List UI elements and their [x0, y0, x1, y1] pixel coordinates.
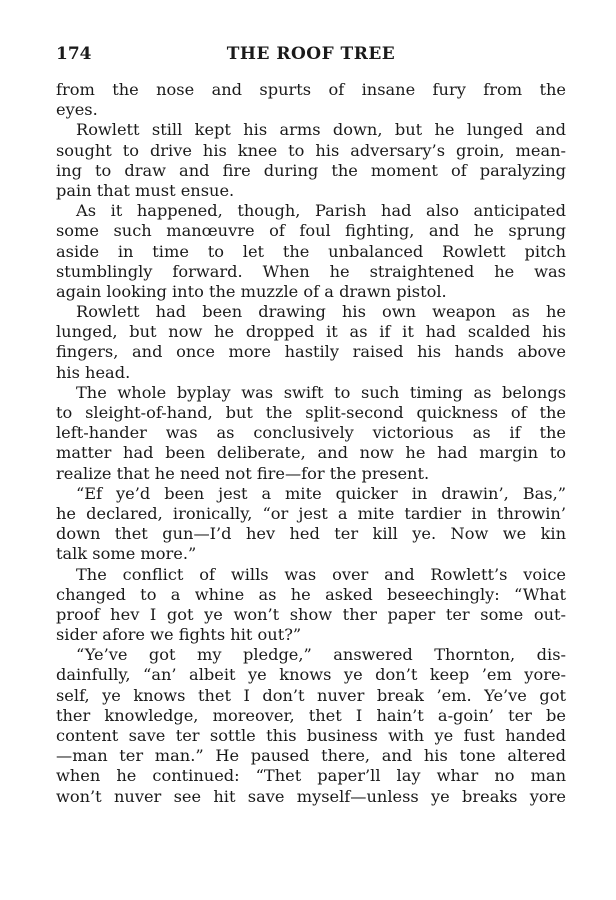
text-line: sider afore we fights hit out?”	[56, 625, 302, 645]
text-line: content save ter sottle this business with ye fust handed	[56, 726, 566, 745]
text-line: his head.	[56, 362, 131, 382]
text-line: lunged, but now he dropped it as if it had scalded his	[56, 322, 566, 342]
text-line: from the nose and spurts of insane fury from the	[56, 80, 566, 99]
text-line: ing to draw and fire during the moment of paralyzing	[56, 160, 566, 180]
text-line: changed to a whine as he asked beseechingly: “What	[56, 584, 566, 604]
page-number: 174	[56, 44, 92, 64]
text-line: eyes.	[56, 100, 98, 120]
text-line: proof hev I got ye won’t show ther paper ter some out-	[56, 604, 566, 624]
text-line: down thet gun—I’d hev hed ter kill ye. Now we kin	[56, 524, 566, 544]
text-line: sought to drive his knee to his adversary’s groin, mean-	[56, 140, 566, 160]
text-line: —man ter man.” He paused there, and his tone altered	[56, 746, 566, 766]
text-line: self, ye knows thet I don’t nuver break ’em. Ye’ve got	[56, 685, 566, 705]
text-line: matter had been deliberate, and now he had margin to	[56, 443, 566, 463]
text-line: The conflict of wills was over and Rowlett’s voice	[76, 564, 566, 584]
text-line: again looking into the muzzle of a drawn pistol.	[56, 281, 447, 301]
text-line: “Ye’ve got my pledge,” answered Thornton, dis-	[76, 645, 566, 665]
text-line: “Ef ye’d been jest a mite quicker in drawin’, Bas,”	[76, 483, 566, 503]
page-header	[56, 44, 566, 72]
text-line: Rowlett had been drawing his own weapon as he	[76, 302, 566, 322]
text-line: Rowlett still kept his arms down, but he lunged and	[76, 120, 566, 140]
text-line: pain that must ensue.	[56, 180, 235, 200]
text-line: to sleight-of-hand, but the split-second quickness of the	[56, 403, 566, 422]
text-line: dainfully, “an’ albeit ye knows ye don’t keep ’em yore-	[56, 665, 566, 685]
text-line: stumblingly forward. When he straightened he was	[56, 261, 566, 281]
text-line: some such manœuvre of foul fighting, and he sprung	[56, 221, 566, 241]
text-line: when he continued: “Thet paper’ll lay whar no man	[56, 766, 566, 786]
text-line: The whole byplay was swift to such timing as belongs	[76, 382, 566, 402]
text-line: realize that he need not fire—for the present.	[56, 463, 430, 483]
text-line: talk some more.”	[56, 544, 197, 564]
text-line: ther knowledge, moreover, thet I hain’t a-goin’ ter be	[56, 705, 566, 725]
text-line: won’t nuver see hit save myself—unless ye breaks yore	[56, 786, 566, 806]
text-line: left-hander was as conclusively victorious as if the	[56, 423, 566, 443]
running-title: THE ROOF TREE	[226, 44, 396, 64]
body-text	[56, 80, 566, 807]
text-line: he declared, ironically, “or jest a mite tardier in throwin’	[56, 503, 566, 523]
text-line: fingers, and once more hastily raised his hands above	[56, 342, 566, 362]
text-line: As it happened, though, Parish had also anticipated	[76, 201, 566, 221]
text-line: aside in time to let the unbalanced Rowlett pitch	[56, 241, 566, 261]
